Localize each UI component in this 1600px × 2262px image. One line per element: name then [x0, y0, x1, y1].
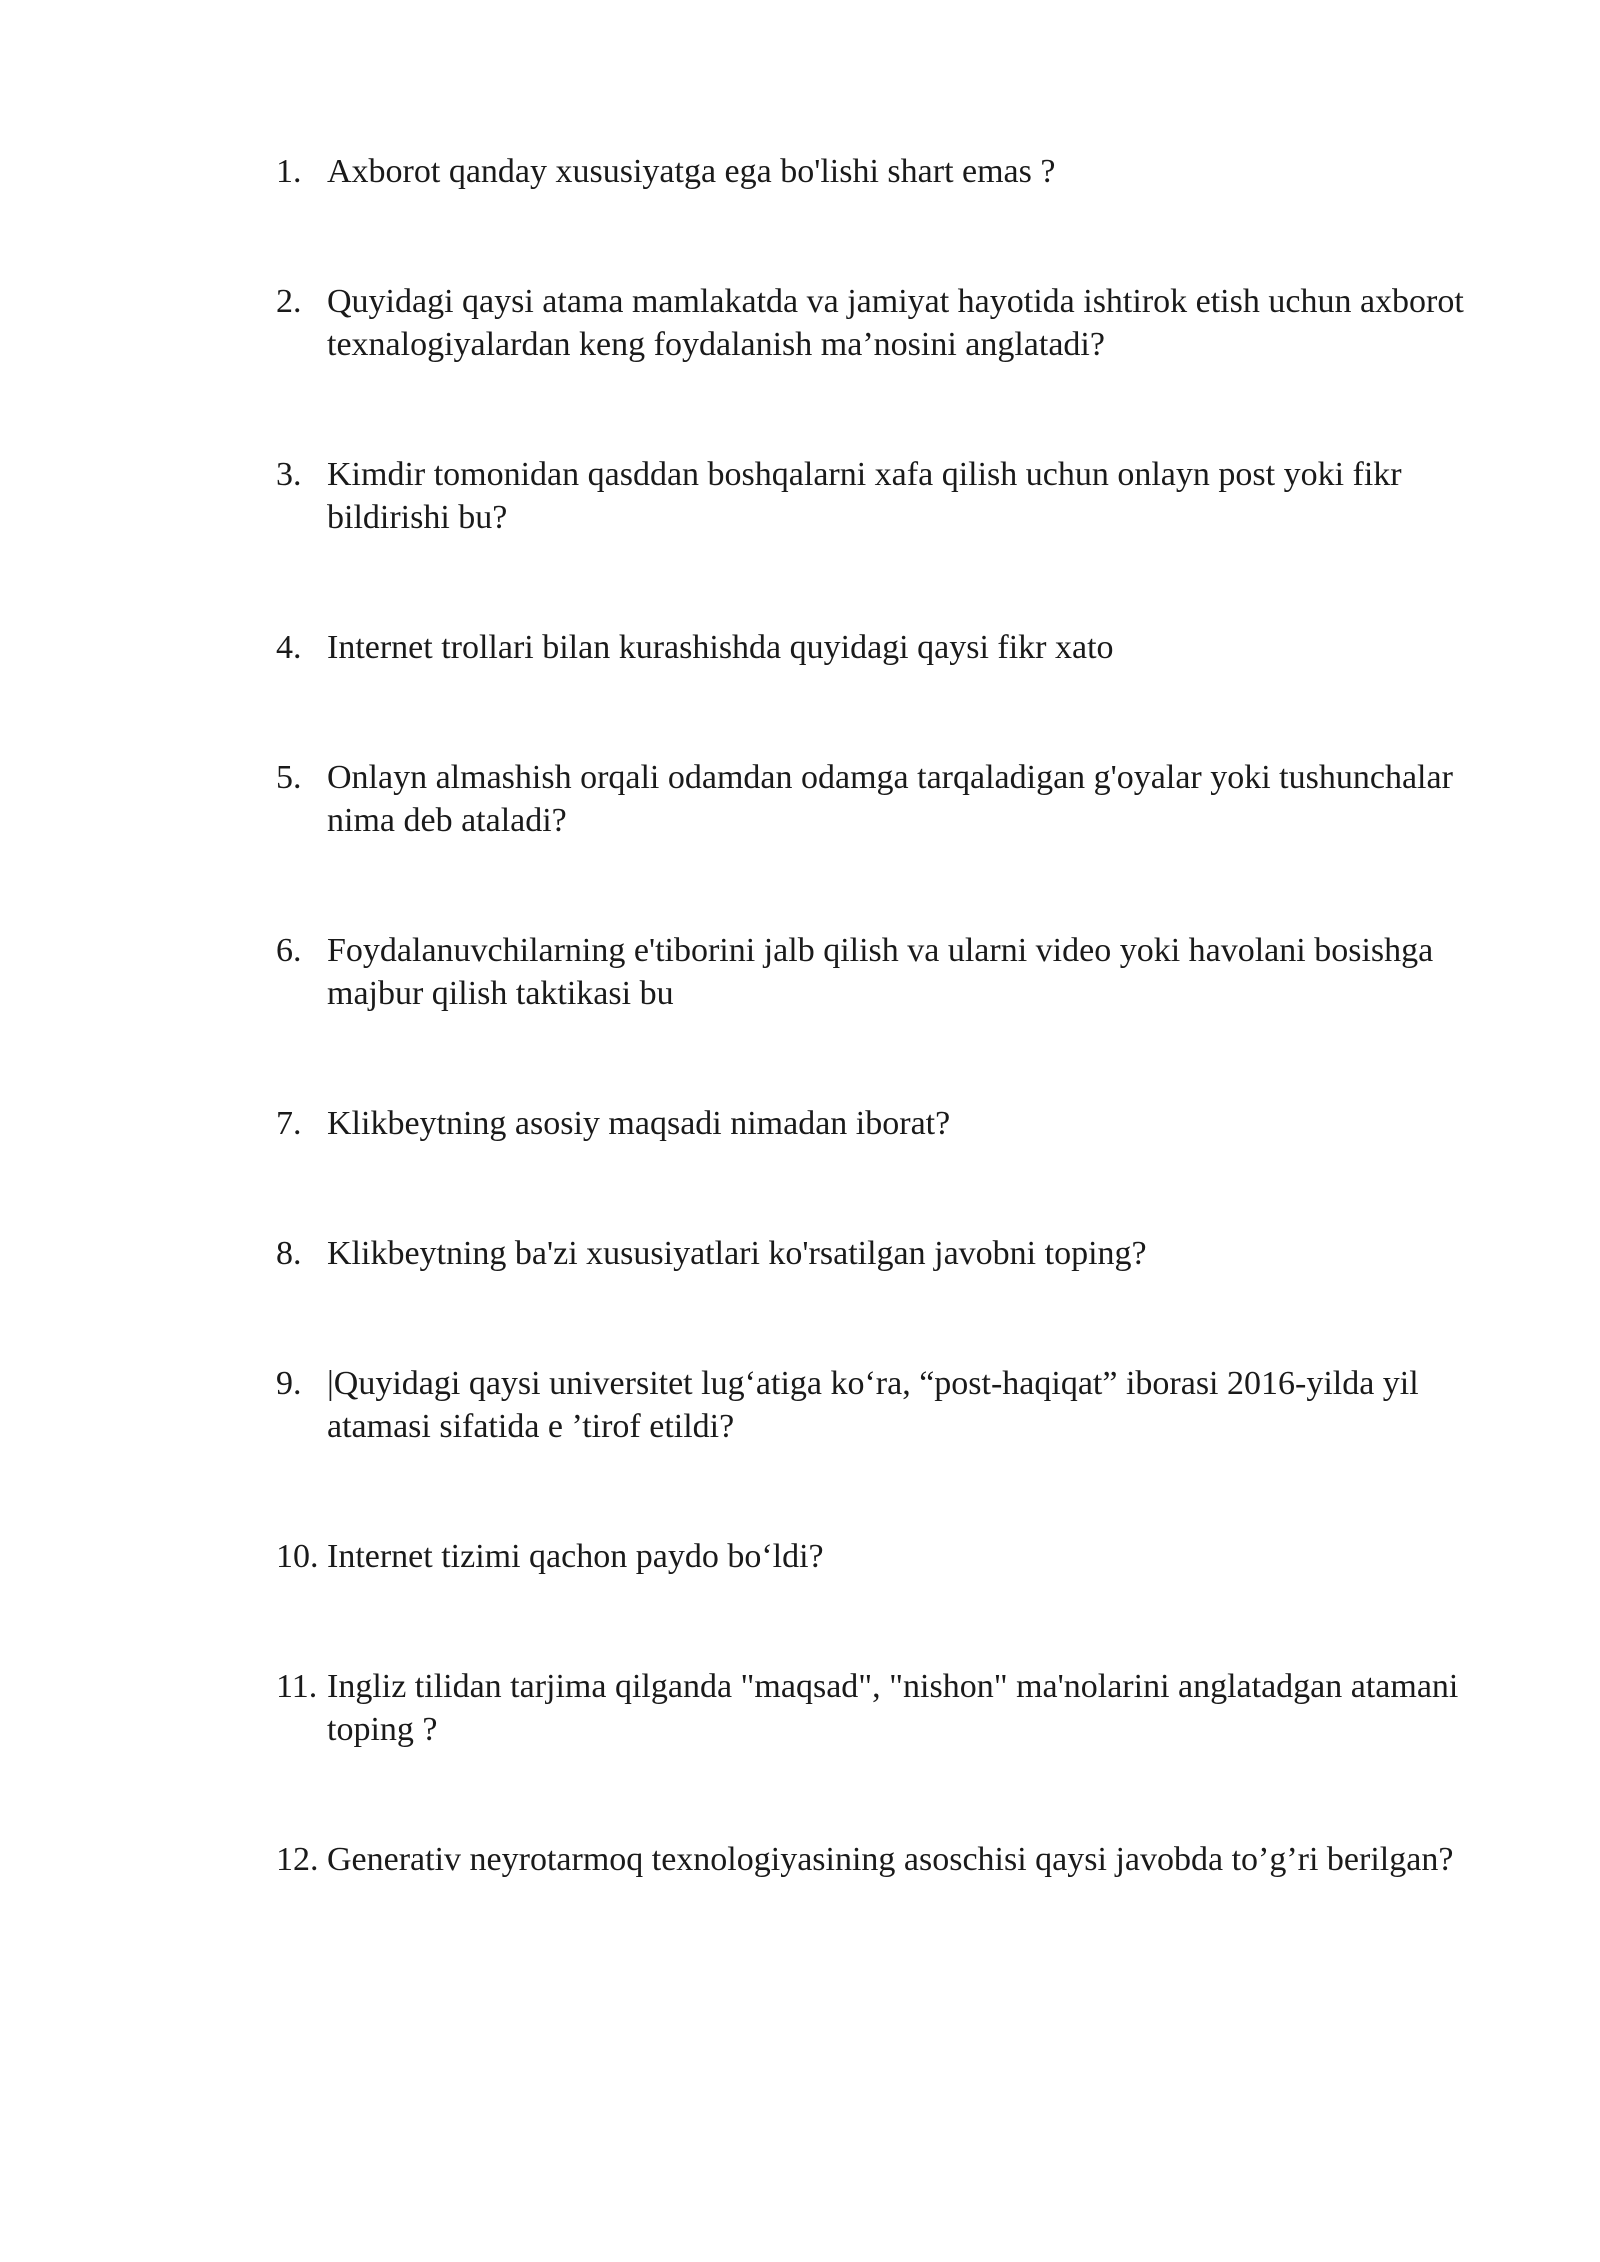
question-text: |Quyidagi qaysi universitet lug‘atiga ko‘ra, “post-haqiqat” iborasi 2016-yilda yil atamasi sifatida e ’tirof etildi? [327, 1365, 1419, 1445]
question-item [276, 1232, 1516, 1275]
question-text: Kimdir tomonidan qasddan boshqalarni xafa qilish uchun onlayn post yoki fikr bildirishi bu? [327, 456, 1402, 536]
question-text: Internet tizimi qachon paydo bo‘ldi? [327, 1538, 824, 1575]
question-item [276, 1838, 1516, 1881]
question-number: 4. [276, 629, 302, 666]
question-item [276, 1665, 1516, 1751]
question-item [276, 626, 1516, 669]
question-item [276, 453, 1516, 539]
question-text: Ingliz tilidan tarjima qilganda "maqsad", "nishon" ma'nolarini anglatadgan atamani toping ? [327, 1668, 1459, 1748]
question-number: 2. [276, 283, 302, 320]
question-number: 6. [276, 932, 302, 969]
question-text: Onlayn almashish orqali odamdan odamga tarqaladigan g'oyalar yoki tushunchalar nima deb ataladi? [327, 759, 1453, 839]
question-item [276, 1102, 1516, 1145]
question-number: 12. [276, 1841, 319, 1878]
question-text: Klikbeytning ba'zi xususiyatlari ko'rsatilgan javobni toping? [327, 1235, 1147, 1272]
question-item [276, 280, 1516, 366]
question-number: 5. [276, 759, 302, 796]
question-list [276, 150, 1516, 1968]
question-item [276, 756, 1516, 842]
question-item [276, 929, 1516, 1015]
question-number: 3. [276, 456, 302, 493]
question-number: 11. [276, 1668, 318, 1705]
question-number: 1. [276, 153, 302, 190]
question-number: 8. [276, 1235, 302, 1272]
question-text: Klikbeytning asosiy maqsadi nimadan iborat? [327, 1105, 951, 1142]
question-number: 7. [276, 1105, 302, 1142]
question-text: Axborot qanday xususiyatga ega bo'lishi shart emas ? [327, 153, 1056, 190]
question-item [276, 1535, 1516, 1578]
question-item [276, 150, 1516, 193]
question-text: Generativ neyrotarmoq texnologiyasining asoschisi qaysi javobda to’g’ri berilgan? [327, 1841, 1454, 1878]
question-number: 10. [276, 1538, 319, 1575]
question-text: Foydalanuvchilarning e'tiborini jalb qilish va ularni video yoki havolani bosishga majbur qilish taktikasi bu [327, 932, 1434, 1012]
question-text: Internet trollari bilan kurashishda quyidagi qaysi fikr xato [327, 629, 1114, 666]
question-text: Quyidagi qaysi atama mamlakatda va jamiyat hayotida ishtirok etish uchun axborot texnalogiyalardan keng foydalanish ma’nosini anglatadi? [327, 283, 1464, 363]
question-item [276, 1362, 1516, 1448]
question-number: 9. [276, 1365, 302, 1402]
